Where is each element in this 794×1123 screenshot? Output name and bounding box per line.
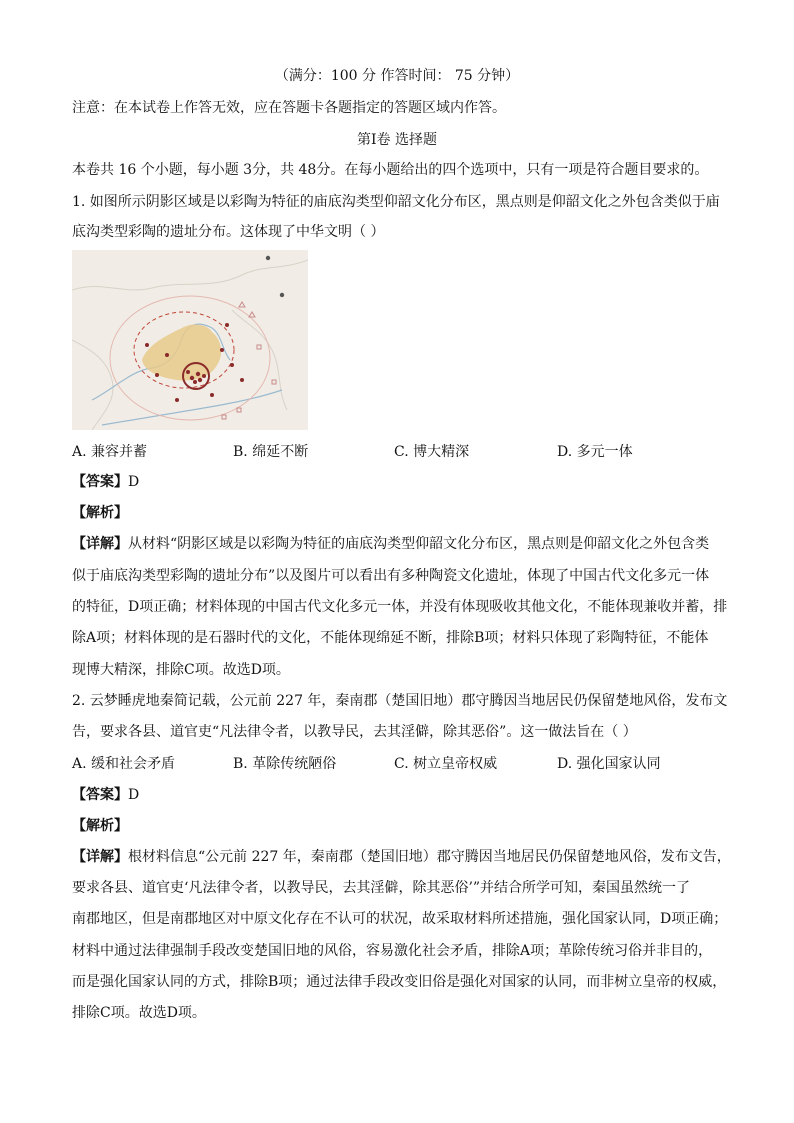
answer-value: D	[128, 474, 140, 490]
q2-option-a: A. 缓和社会矛盾	[72, 756, 176, 772]
q2-option-c: C. 树立皇帝权威	[394, 756, 498, 772]
detail-text: 从材料“阴影区域是以彩陶为特征的庙底沟类型仰韶文化分布区，黑点则是仰韶文化之外包含类	[128, 536, 710, 552]
q2-option-d: D. 强化国家认同	[557, 756, 661, 772]
q2-option-b: B. 革除传统陋俗	[233, 756, 337, 772]
q1-culture-distribution-map	[72, 250, 308, 430]
q2-detail-line-3: 南郡地区，但是南郡地区对中原文化存在不认可的状况，故采取材料所述措施，强化国家认同，D项正确；	[72, 911, 728, 927]
q2-detail-line-4: 材料中通过法律强制手段改变楚国旧地的风俗，容易激化社会矛盾，排除A项；革除传统习俗并非目的，	[72, 943, 713, 959]
section-title: 第Ⅰ卷 选择题	[357, 132, 437, 148]
detail-text: 根材料信息“公元前 227 年，秦南郡（楚国旧地）郡守腾因当地居民仍保留楚地风俗，发布文告，	[128, 849, 731, 865]
q2-answer-line	[72, 785, 734, 805]
map-figure	[72, 250, 308, 430]
q1-detail-line-1	[72, 534, 734, 554]
q1-option-a: A. 兼容并蓄	[72, 444, 148, 460]
q1-analysis-tag	[72, 503, 734, 523]
q2-stem-line-2: 告，要求各县、道官吏“凡法律令者，以教导民，去其淫僻，除其恶俗”。这一做法旨在（ ）	[72, 724, 637, 740]
q1-detail-line-3: 的特征，D项正确；材料体现的中国古代文化多元一体，并没有体现吸收其他文化，不能体现兼收并蓄，排	[72, 599, 728, 615]
notice-line: 注意：在本试卷上作答无效，应在答题卡各题指定的答题区域内作答。	[72, 100, 506, 116]
q1-detail-line-4: 除A项；材料体现的是石器时代的文化，不能体现绵延不断，排除B项；材料只体现了彩陶特征，不能体	[72, 630, 709, 646]
score-time-line: （满分：100 分 作答时间： 75 分钟）	[274, 68, 520, 84]
detail-tag: 【详解】	[72, 849, 128, 865]
answer-tag: 【答案】	[72, 787, 128, 803]
q1-option-c: C. 博大精深	[394, 444, 470, 460]
q2-detail-line-5: 而是强化国家认同的方式，排除B项；通过法律手段改变旧俗是强化对国家的认同，而非树立皇帝的权威，	[72, 974, 727, 990]
q1-option-d: D. 多元一体	[557, 444, 633, 460]
q2-detail-line-2: 要求各县、道官吏‘凡法律令者，以教导民，去其淫僻，除其恶俗’”并结合所学可知，秦国虽然统一了	[72, 880, 691, 896]
answer-tag: 【答案】	[72, 474, 128, 490]
q1-option-b: B. 绵延不断	[233, 444, 309, 460]
q2-analysis-tag	[72, 816, 734, 836]
q1-detail-line-5: 现博大精深，排除C项。故选D项。	[72, 662, 290, 678]
q1-detail-line-2: 似于庙底沟类型彩陶的遗址分布”以及图片可以看出有多种陶瓷文化遗址，体现了中国古代文化多元一体	[72, 568, 710, 584]
answer-value: D	[128, 787, 140, 803]
section-intro: 本卷共 16 个小题，每小题 3分，共 48分。在每小题给出的四个选项中，只有一项是符合题目要求的。	[72, 162, 709, 178]
analysis-tag: 【解析】	[72, 818, 128, 834]
detail-tag: 【详解】	[72, 536, 128, 552]
q2-detail-line-1	[72, 847, 734, 867]
analysis-tag: 【解析】	[72, 505, 128, 521]
q2-detail-line-6: 排除C项。故选D项。	[72, 1005, 206, 1021]
q1-stem-line-2: 底沟类型彩陶的遗址分布。这体现了中华文明（ ）	[72, 224, 385, 240]
q1-stem-line-1: 1. 如图所示阴影区域是以彩陶为特征的庙底沟类型仰韶文化分布区，黑点则是仰韶文化之外包含类似于庙	[72, 194, 720, 210]
q1-answer-line	[72, 472, 734, 492]
q2-stem-line-1: 2. 云梦睡虎地秦简记载，公元前 227 年，秦南郡（楚国旧地）郡守腾因当地居民仍保留楚地风俗，发布文	[72, 693, 728, 709]
